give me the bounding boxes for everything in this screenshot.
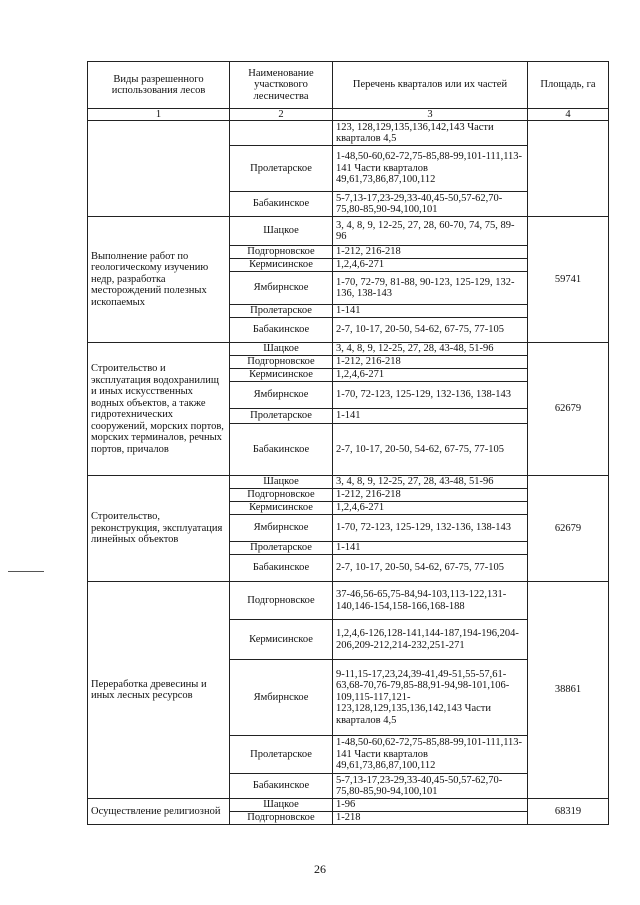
quarters-cell: 5-7,13-17,23-29,33-40,45-50,57-62,70-75,80-85,90-94,100,101 bbox=[333, 774, 528, 799]
forestry-cell: Шацкое bbox=[230, 343, 333, 356]
quarters-cell: 1-141 bbox=[333, 409, 528, 424]
column-number: 1 bbox=[88, 109, 230, 121]
quarters-cell: 2-7, 10-17, 20-50, 54-62, 67-75, 77-105 bbox=[333, 555, 528, 582]
column-number-row bbox=[88, 109, 609, 121]
forestry-cell: Ямбирнское bbox=[230, 382, 333, 409]
use-type-cell bbox=[88, 121, 230, 217]
forestry-cell: Пролетарское bbox=[230, 409, 333, 424]
quarters-cell: 1-70, 72-123, 125-129, 132-136, 138-143 bbox=[333, 515, 528, 542]
quarters-cell: 1,2,4,6-271 bbox=[333, 259, 528, 272]
forestry-cell: Бабакинское bbox=[230, 424, 333, 476]
quarters-cell: 1,2,4,6-126,128-141,144-187,194-196,204-206,209-212,214-232,251-271 bbox=[333, 620, 528, 660]
use-type-cell: Переработка древесины и иных лесных ресурсов bbox=[88, 582, 230, 799]
quarters-cell: 1-212, 216-218 bbox=[333, 246, 528, 259]
quarters-cell: 1,2,4,6-271 bbox=[333, 502, 528, 515]
forestry-cell: Бабакинское bbox=[230, 555, 333, 582]
forestry-cell: Шацкое bbox=[230, 217, 333, 246]
quarters-cell: 3, 4, 8, 9, 12-25, 27, 28, 60-70, 74, 75, 89- 96 bbox=[333, 217, 528, 246]
header-forestry: Наименование участкового лесничества bbox=[230, 62, 333, 109]
quarters-cell: 9-11,15-17,23,24,39-41,49-51,55-57,61-63,68-70,76-79,85-88,91-94,98-101,106-109,115-117,121-123,128,129,135,136,142,143 Части кварталов 4,5 bbox=[333, 660, 528, 736]
area-cell bbox=[528, 121, 609, 217]
forestry-cell: Пролетарское bbox=[230, 736, 333, 774]
forestry-cell: Кермисинское bbox=[230, 369, 333, 382]
forestry-cell: Подгорновское bbox=[230, 582, 333, 620]
quarters-cell: 1-70, 72-79, 81-88, 90-123, 125-129, 132-136, 138-143 bbox=[333, 272, 528, 305]
quarters-cell: 123, 128,129,135,136,142,143 Части кварталов 4,5 bbox=[333, 121, 528, 146]
quarters-cell: 1-141 bbox=[333, 542, 528, 555]
area-cell: 59741 bbox=[528, 217, 609, 343]
quarters-cell: 1-218 bbox=[333, 812, 528, 825]
area-cell: 62679 bbox=[528, 343, 609, 476]
area-cell: 38861 bbox=[528, 582, 609, 799]
use-type-cell: Осуществление религиозной bbox=[88, 799, 230, 825]
area-cell: 62679 bbox=[528, 476, 609, 582]
forestry-cell: Бабакинское bbox=[230, 318, 333, 343]
forestry-cell: Пролетарское bbox=[230, 146, 333, 192]
use-type-cell: Строительство, реконструкция, эксплуатация линейных объектов bbox=[88, 476, 230, 582]
forestry-cell: Бабакинское bbox=[230, 192, 333, 217]
quarters-cell: 1-212, 216-218 bbox=[333, 356, 528, 369]
quarters-cell: 3, 4, 8, 9, 12-25, 27, 28, 43-48, 51-96 bbox=[333, 343, 528, 356]
page-number: 26 bbox=[314, 862, 326, 876]
forestry-cell: Шацкое bbox=[230, 799, 333, 812]
forestry-cell: Шацкое bbox=[230, 476, 333, 489]
table-row bbox=[88, 121, 609, 146]
quarters-cell: 5-7,13-17,23-29,33-40,45-50,57-62,70-75,80-85,90-94,100,101 bbox=[333, 192, 528, 217]
column-number: 2 bbox=[230, 109, 333, 121]
forestry-cell: Подгорновское bbox=[230, 356, 333, 369]
table-row bbox=[88, 217, 609, 246]
table-row bbox=[88, 582, 609, 620]
forestry-cell: Кермисинское bbox=[230, 502, 333, 515]
forestry-cell: Кермисинское bbox=[230, 620, 333, 660]
quarters-cell: 1-141 bbox=[333, 305, 528, 318]
column-number: 3 bbox=[333, 109, 528, 121]
forestry-cell: Пролетарское bbox=[230, 305, 333, 318]
header-area: Площадь, га bbox=[528, 62, 609, 109]
quarters-cell: 2-7, 10-17, 20-50, 54-62, 67-75, 77-105 bbox=[333, 318, 528, 343]
quarters-cell: 37-46,56-65,75-84,94-103,113-122,131-140,146-154,158-166,168-188 bbox=[333, 582, 528, 620]
forestry-cell bbox=[230, 121, 333, 146]
forestry-cell: Ямбирнское bbox=[230, 515, 333, 542]
header-quarters: Перечень кварталов или их частей bbox=[333, 62, 528, 109]
quarters-cell: 1-48,50-60,62-72,75-85,88-99,101-111,113-141 Части кварталов 49,61,73,86,87,100,112 bbox=[333, 736, 528, 774]
use-type-cell: Выполнение работ по геологическому изучению недр, разработка месторождений полезных ископаемых bbox=[88, 217, 230, 343]
table-row bbox=[88, 476, 609, 489]
column-number: 4 bbox=[528, 109, 609, 121]
quarters-cell: 2-7, 10-17, 20-50, 54-62, 67-75, 77-105 bbox=[333, 424, 528, 476]
forestry-cell: Подгорновское bbox=[230, 246, 333, 259]
header-use-type: Виды разрешенного использования лесов bbox=[88, 62, 230, 109]
use-type-cell: Строительство и эксплуатация водохранилищ и иных искусственных водных объектов, а также гидротехнических сооружений, морских портов, морских терминалов, речных портов, причалов bbox=[88, 343, 230, 476]
quarters-cell: 1-48,50-60,62-72,75-85,88-99,101-111,113-141 Части кварталов 49,61,73,86,87,100,112 bbox=[333, 146, 528, 192]
margin-mark bbox=[8, 571, 44, 572]
quarters-cell: 1,2,4,6-271 bbox=[333, 369, 528, 382]
forestry-cell: Ямбирнское bbox=[230, 660, 333, 736]
forestry-cell: Ямбирнское bbox=[230, 272, 333, 305]
area-cell: 68319 bbox=[528, 799, 609, 825]
quarters-cell: 1-212, 216-218 bbox=[333, 489, 528, 502]
forest-use-table bbox=[87, 61, 609, 825]
forestry-cell: Подгорновское bbox=[230, 812, 333, 825]
forestry-cell: Подгорновское bbox=[230, 489, 333, 502]
table-row bbox=[88, 343, 609, 356]
forestry-cell: Кермисинское bbox=[230, 259, 333, 272]
forestry-cell: Пролетарское bbox=[230, 542, 333, 555]
quarters-cell: 1-70, 72-123, 125-129, 132-136, 138-143 bbox=[333, 382, 528, 409]
table-row bbox=[88, 799, 609, 812]
quarters-cell: 1-96 bbox=[333, 799, 528, 812]
quarters-cell: 3, 4, 8, 9, 12-25, 27, 28, 43-48, 51-96 bbox=[333, 476, 528, 489]
header-row bbox=[88, 62, 609, 109]
forestry-cell: Бабакинское bbox=[230, 774, 333, 799]
